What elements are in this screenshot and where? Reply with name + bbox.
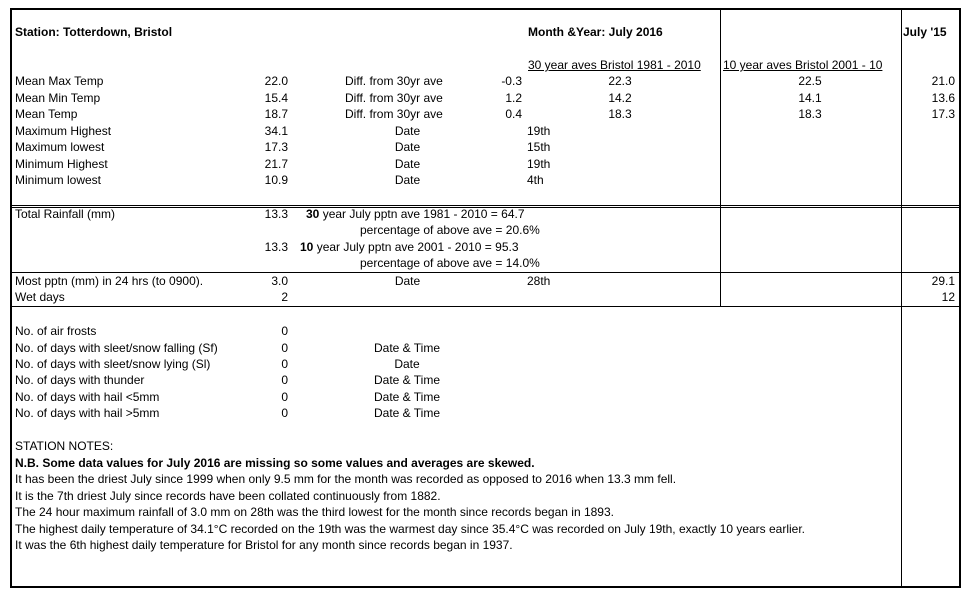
thunder-value: 0 <box>281 373 288 387</box>
sleet-falling-note: Date & Time <box>373 341 441 355</box>
min-lowest-note: Date <box>394 173 421 187</box>
min-lowest-date: 4th <box>527 173 544 187</box>
max-highest-label: Maximum Highest <box>15 124 112 138</box>
mean-temp-ave30: 18.3 <box>608 107 632 121</box>
mean-max-label: Mean Max Temp <box>15 74 104 88</box>
ave30-header: 30 year aves Bristol 1981 - 2010 <box>528 58 701 72</box>
sleet-lying-label: No. of days with sleet/snow lying (Sl) <box>15 357 211 371</box>
mean-max-diff: -0.3 <box>501 74 522 88</box>
pptn-value: 3.0 <box>271 274 288 288</box>
notes-line: The 24 hour maximum rainfall of 3.0 mm on 28th was the third lowest for the month since records began in 1893. <box>15 505 614 519</box>
rainfall-label: Total Rainfall (mm) <box>15 207 116 221</box>
min-lowest-value: 10.9 <box>264 173 288 187</box>
rainfall-30yr-text: year July pptn ave 1981 - 2010 = 64.7 <box>319 207 525 221</box>
border-left <box>10 8 12 588</box>
mean-temp-diff: 0.4 <box>505 107 522 121</box>
mean-temp-prev: 17.3 <box>931 107 955 121</box>
rainfall-10yr-text: year July pptn ave 2001 - 2010 = 95.3 <box>313 240 519 254</box>
min-highest-date: 19th <box>527 157 551 171</box>
hail-small-note: Date & Time <box>373 390 441 404</box>
notes-line: The highest daily temperature of 34.1°C recorded on the 19th was the warmest day since 35.4°C was recorded on July 19th, exactly 10 years earlier. <box>15 522 806 536</box>
mean-max-prev: 21.0 <box>931 74 955 88</box>
pptn-label: Most pptn (mm) in 24 hrs (to 0900). <box>15 274 204 288</box>
border-right <box>959 8 961 588</box>
max-lowest-value: 17.3 <box>264 140 288 154</box>
notes-line: It was the 6th highest daily temperature for Bristol for any month since records began in 1937. <box>15 538 513 552</box>
wet-days-value: 2 <box>281 290 288 304</box>
mean-min-label: Mean Min Temp <box>15 91 101 105</box>
sleet-falling-label: No. of days with sleet/snow falling (Sf) <box>15 341 218 355</box>
mean-max-ave30: 22.3 <box>608 74 632 88</box>
max-lowest-date: 15th <box>527 140 551 154</box>
max-highest-date: 19th <box>527 124 551 138</box>
notes-line: It is the 7th driest July since records have been collated continuously from 1882. <box>15 489 441 503</box>
mean-temp-ave10: 18.3 <box>798 107 822 121</box>
notes-bold-line: N.B. Some data values for July 2016 are missing so some values and averages are skewed. <box>15 456 535 470</box>
mean-temp-value: 18.7 <box>264 107 288 121</box>
mean-temp-label: Mean Temp <box>15 107 78 121</box>
mean-min-note: Diff. from 30yr ave <box>345 91 443 105</box>
rainfall-30yr-bold: 30 <box>306 207 320 221</box>
min-highest-value: 21.7 <box>264 157 288 171</box>
border-top <box>10 8 961 10</box>
rainfall-pct-2: percentage of above ave = 14.0% <box>360 256 540 270</box>
rainfall-value-2: 13.3 <box>264 240 288 254</box>
rainfall-value-1: 13.3 <box>264 207 288 221</box>
prev-year-header: July '15 <box>903 25 947 39</box>
mean-min-ave30: 14.2 <box>608 91 632 105</box>
min-highest-note: Date <box>394 157 421 171</box>
mean-min-ave10: 14.1 <box>798 91 822 105</box>
ave10-header: 10 year aves Bristol 2001 - 10 <box>723 58 883 72</box>
pptn-prev: 29.1 <box>931 274 955 288</box>
thunder-note: Date & Time <box>373 373 441 387</box>
thunder-label: No. of days with thunder <box>15 373 145 387</box>
max-highest-note: Date <box>394 124 421 138</box>
rainfall-10yr-bold: 10 <box>300 240 314 254</box>
mean-max-ave10: 22.5 <box>798 74 822 88</box>
wet-days-prev: 12 <box>941 290 955 304</box>
hail-large-note: Date & Time <box>373 406 441 420</box>
rule-after-temps <box>10 205 961 206</box>
mean-min-value: 15.4 <box>264 91 288 105</box>
notes-heading: STATION NOTES: <box>15 439 114 453</box>
mean-max-value: 22.0 <box>264 74 288 88</box>
border-bottom <box>10 586 961 588</box>
divider-10yr <box>720 8 721 306</box>
rule-after-rain <box>10 272 961 273</box>
pptn-date: 28th <box>527 274 551 288</box>
hail-large-value: 0 <box>281 406 288 420</box>
wet-days-label: Wet days <box>15 290 65 304</box>
air-frosts-value: 0 <box>281 324 288 338</box>
max-lowest-note: Date <box>394 140 421 154</box>
hail-large-label: No. of days with hail >5mm <box>15 406 160 420</box>
station-title: Station: Totterdown, Bristol <box>15 25 173 39</box>
rule-after-pptn <box>10 306 961 307</box>
rainfall-30yr-line <box>306 207 525 221</box>
sleet-lying-note: Date <box>394 357 420 371</box>
hail-small-label: No. of days with hail <5mm <box>15 390 160 404</box>
hail-small-value: 0 <box>281 390 288 404</box>
month-year: Month &Year: July 2016 <box>528 25 663 39</box>
mean-temp-note: Diff. from 30yr ave <box>345 107 443 121</box>
min-highest-label: Minimum Highest <box>15 157 108 171</box>
max-lowest-label: Maximum lowest <box>15 140 105 154</box>
sleet-lying-value: 0 <box>281 357 288 371</box>
notes-line: It has been the driest July since 1999 when only 9.5 mm for the month was recorded as opposed to 2016 when 13.3 mm fell. <box>15 472 677 486</box>
sleet-falling-value: 0 <box>281 341 288 355</box>
pptn-note: Date <box>394 274 421 288</box>
rainfall-pct-1: percentage of above ave = 20.6% <box>360 223 540 237</box>
mean-max-note: Diff. from 30yr ave <box>345 74 443 88</box>
mean-min-prev: 13.6 <box>931 91 955 105</box>
air-frosts-label: No. of air frosts <box>15 324 97 338</box>
mean-min-diff: 1.2 <box>505 91 522 105</box>
rainfall-10yr-line <box>300 240 519 254</box>
min-lowest-label: Minimum lowest <box>15 173 102 187</box>
max-highest-value: 34.1 <box>264 124 288 138</box>
